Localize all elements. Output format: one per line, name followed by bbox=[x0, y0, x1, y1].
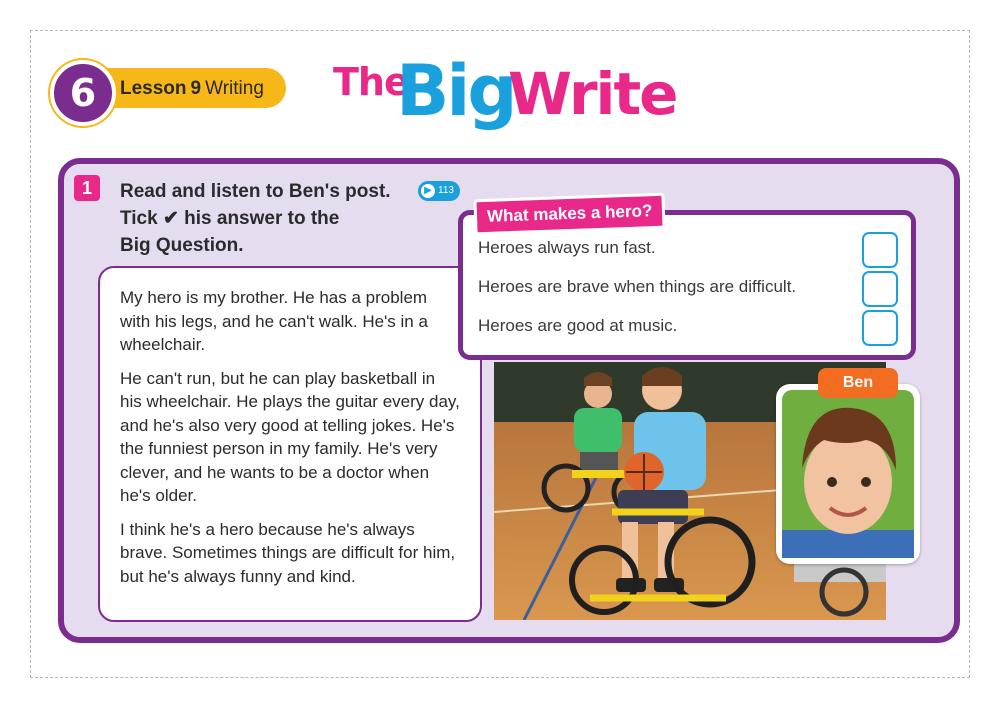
ben-portrait-image bbox=[782, 390, 914, 558]
answer-option bbox=[478, 271, 904, 307]
instruction-line-3: Big Question. bbox=[120, 235, 244, 256]
speaker-icon: ▶ bbox=[421, 184, 435, 198]
title-write: Write bbox=[508, 60, 677, 128]
title-big: Big bbox=[396, 50, 515, 132]
big-question-title: What makes a hero? bbox=[473, 193, 665, 236]
instruction-line-1: Read and listen to Ben's post. bbox=[120, 181, 391, 202]
lesson-number: 9 bbox=[190, 78, 202, 99]
audio-track-number: 113 bbox=[438, 185, 454, 196]
title-the: The bbox=[333, 60, 409, 104]
post-paragraph: I think he's a hero because he's always brave. Sometimes things are difficult for him, but he's always funny and kind. bbox=[120, 519, 456, 586]
ben-name-tag: Ben bbox=[818, 368, 898, 398]
activity-instruction bbox=[120, 178, 460, 259]
lesson-word: Lesson bbox=[120, 78, 187, 99]
ben-post bbox=[98, 266, 482, 622]
answer-option-label: Heroes always run fast. bbox=[478, 238, 656, 257]
activity-number-badge: 1 bbox=[74, 175, 100, 201]
unit-number-badge: 6 bbox=[50, 60, 116, 126]
instruction-line-2: Tick ✔ his answer to the bbox=[120, 208, 340, 229]
answer-checkbox[interactable] bbox=[862, 310, 898, 346]
answer-checkbox[interactable] bbox=[862, 271, 898, 307]
lesson-heading bbox=[120, 78, 264, 100]
answer-option-label: Heroes are good at music. bbox=[478, 316, 678, 335]
answer-option-label: Heroes are brave when things are difficult. bbox=[478, 277, 797, 296]
post-paragraph: He can't run, but he can play basketball in his wheelchair. He plays the guitar every day, and he's also very good at telling jokes. He's the funniest person in my family. He's very clever, and he wants to be a doctor when he's older. bbox=[120, 368, 460, 505]
answer-option bbox=[478, 232, 904, 268]
answer-checkbox[interactable] bbox=[862, 232, 898, 268]
lesson-skill: Writing bbox=[205, 78, 264, 99]
answer-option bbox=[478, 310, 904, 346]
ben-portrait-card bbox=[776, 384, 920, 564]
post-paragraph: My hero is my brother. He has a problem with his legs, and he can't walk. He's in a wheelchair. bbox=[120, 288, 428, 354]
audio-play-button[interactable] bbox=[418, 181, 460, 201]
